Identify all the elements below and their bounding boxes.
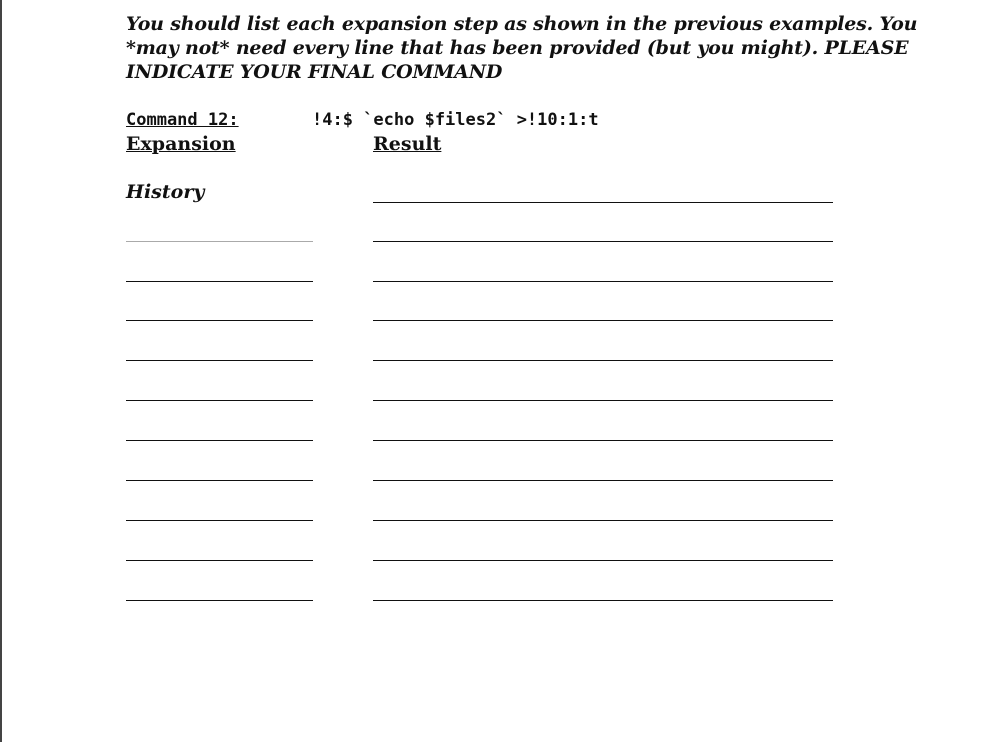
result-line-7[interactable] [373, 440, 833, 441]
expansion-line-7[interactable] [126, 440, 313, 441]
page-left-border [0, 0, 2, 742]
command-label: Command 12: [126, 110, 239, 130]
result-line-4[interactable] [373, 320, 833, 321]
expansion-line-2[interactable] [126, 241, 313, 242]
result-line-1[interactable] [373, 202, 833, 203]
result-line-2[interactable] [373, 241, 833, 242]
result-line-11[interactable] [373, 600, 833, 601]
result-line-5[interactable] [373, 360, 833, 361]
expansion-column-header: Expansion [126, 133, 236, 155]
result-line-3[interactable] [373, 281, 833, 282]
expansion-line-4[interactable] [126, 320, 313, 321]
instructions-text: You should list each expansion step as shown in the previous examples. You *may not* need every line that has been provided (but you might). PLEASE INDICATE YOUR FINAL COMMAND [126, 13, 918, 83]
expansion-line-6[interactable] [126, 400, 313, 401]
result-line-8[interactable] [373, 480, 833, 481]
expansion-line-9[interactable] [126, 520, 313, 521]
expansion-line-8[interactable] [126, 480, 313, 481]
expansion-line-3[interactable] [126, 281, 313, 282]
result-line-10[interactable] [373, 560, 833, 561]
result-line-6[interactable] [373, 400, 833, 401]
history-row-label: History [126, 181, 205, 203]
expansion-line-10[interactable] [126, 560, 313, 561]
expansion-line-5[interactable] [126, 360, 313, 361]
result-line-9[interactable] [373, 520, 833, 521]
command-text: !4:$ `echo $files2` >!10:1:t [312, 110, 599, 130]
result-column-header: Result [373, 133, 442, 155]
expansion-line-11[interactable] [126, 600, 313, 601]
